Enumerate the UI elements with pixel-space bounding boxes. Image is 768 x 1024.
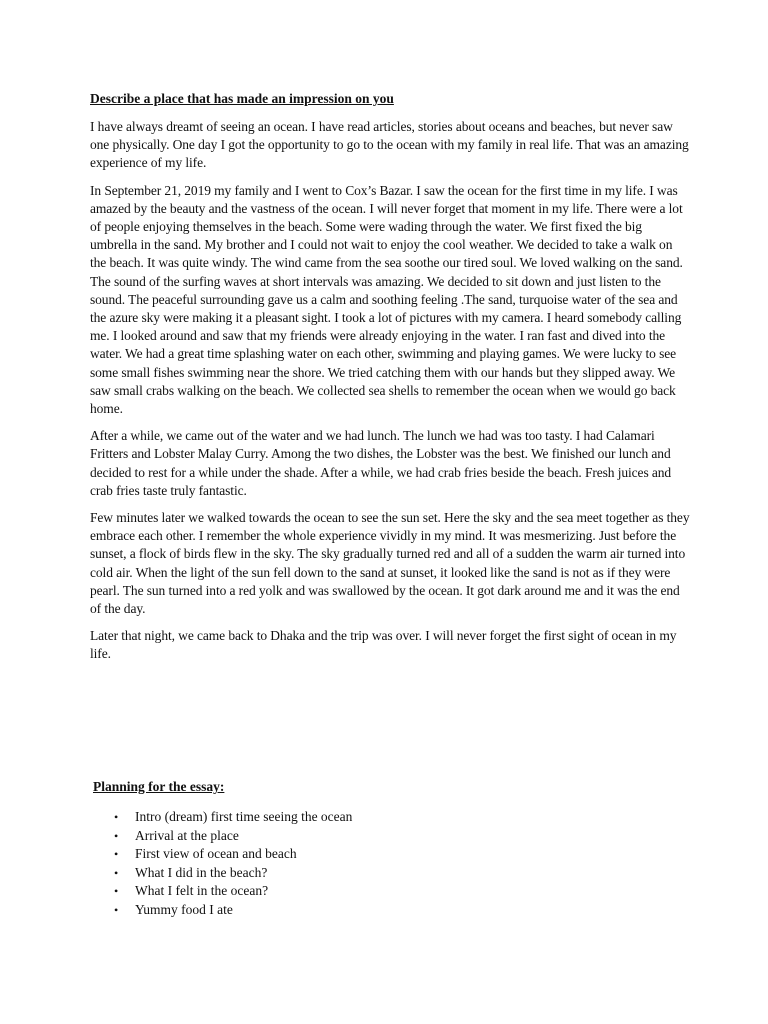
- list-item-text: Yummy food I ate: [135, 901, 233, 917]
- list-item: [114, 845, 352, 864]
- list-item: [114, 882, 352, 901]
- list-item-text: First view of ocean and beach: [135, 846, 297, 862]
- list-item: [114, 901, 352, 920]
- essay-body: [90, 90, 690, 673]
- planning-list: [114, 808, 352, 920]
- list-item-text: Intro (dream) first time seeing the ocean: [135, 809, 353, 824]
- bullet-icon: •: [114, 847, 119, 862]
- paragraph-intro: I have always dreamt of seeing an ocean. I have read articles, stories about oceans and beaches, but never saw one physically. One day I got the opportunity to go to the ocean with my family in real life. That was an amazing experience of my life.: [90, 119, 689, 171]
- bullet-icon: •: [114, 865, 119, 880]
- paragraph-sunset: Few minutes later we walked towards the ocean to see the sun set. Here the sky and the sea meet together as they embrace each other. I remember the whole experience vividly in my mind. It was mesmerizing. Just before the sunset, a flock of birds flew in the sky. The sky gradually turned red and all of a sudden the warm air turned into cold air. When the light of the sun fell down to the sand at sunset, it looked like the sand is not as if they were pearl. The sun turned into a red yolk and was swallowed by the ocean. It got dark around me and it was the end of the day.: [90, 510, 690, 617]
- paragraph-beach: In September 21, 2019 my family and I went to Cox’s Bazar. I saw the ocean for the first time in my life. I was amazed by the beauty and the vastness of the ocean. I will never forget that moment in my life. There were a lot of people enjoying themselves in the beach. Some were wading through the water. We first fixed the big umbrella in the sand. My brother and I could not wait to enjoy the cool weather. We decided to take a walk on the beach. It was quite windy. The wind came from the sea soothe our tired soul. We loved walking on the sand. The sound of the surfing waves at short intervals was amazing. We decided to sit down and just listen to the sound. The peaceful surrounding gave us a calm and soothing feeling .The sand, turquoise water of the sea and the azure sky were making it a pleasant sight. I took a lot of pictures with my camera. I heard somebody calling me. I looked around and saw that my friends were already enjoying in the water. I ran fast and dived into the water. We had a great time splashing water on each other, swimming and playing games. We were lucky to see some small fishes swimming near the shore. We tried catching them with our hands but they slipped away. We saw small crabs walking on the beach. We collected sea shells to remember the ocean when we would go back home.: [90, 182, 683, 417]
- list-item-text: What I felt in the ocean?: [135, 883, 269, 899]
- bullet-icon: •: [114, 828, 119, 843]
- bullet-icon: •: [114, 884, 119, 899]
- paragraph-lunch: After a while, we came out of the water and we had lunch. The lunch we had was too tasty. I had Calamari Fritters and Lobster Malay Curry. Among the two dishes, the Lobster was the best. We finished our lunch and decided to rest for a while under the shade. After a while, we had crab fries beside the beach. Fresh juices and crab fries taste truly fantastic.: [90, 428, 672, 498]
- list-item: [114, 808, 352, 827]
- bullet-icon: •: [114, 902, 119, 917]
- list-item: [114, 864, 352, 883]
- planning-heading: Planning for the essay:: [93, 779, 225, 794]
- essay-title: Describe a place that has made an impression on you: [90, 91, 394, 106]
- list-item-text: What I did in the beach?: [135, 864, 268, 880]
- list-item: [114, 827, 352, 846]
- paragraph-conclusion: Later that night, we came back to Dhaka and the trip was over. I will never forget the first sight of ocean in my life.: [90, 628, 677, 662]
- bullet-icon: •: [114, 810, 119, 824]
- list-item-text: Arrival at the place: [135, 827, 239, 843]
